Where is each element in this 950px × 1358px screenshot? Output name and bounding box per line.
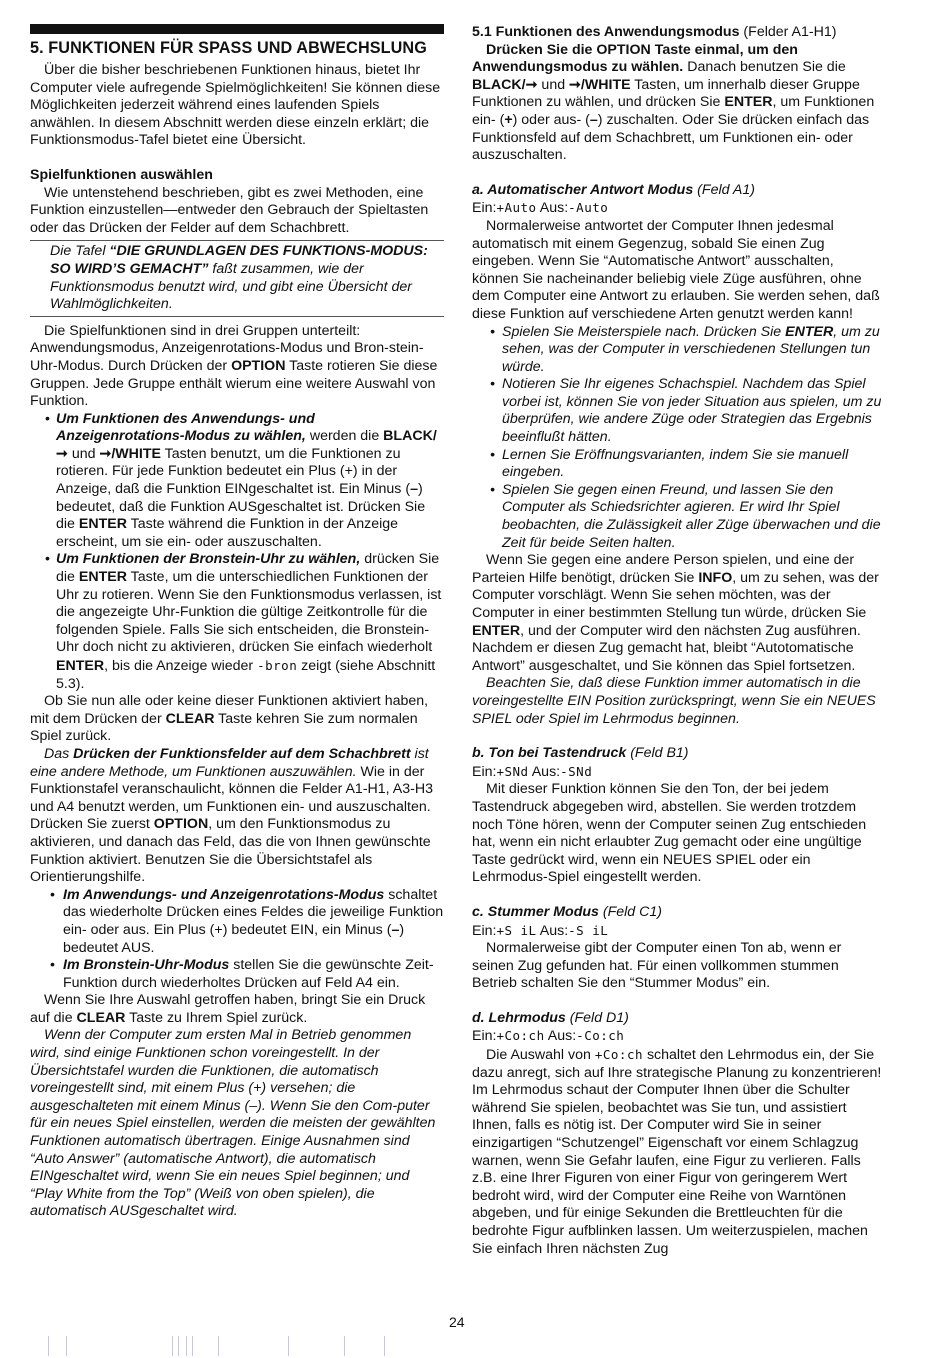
subsection-a-note: Beachten Sie, daß diese Funktion immer automatisch in die voreingestellte EIN Position zurückspringt, wenn Sie ein NEUES SPIEL oder Spiel im Lehrmodus beginnen. [472,675,876,727]
section-5-1-heading: 5.1 Funktionen des Anwendungsmodus (Felder A1-H1) [472,24,837,40]
groups-paragraph: Die Spielfunktionen sind in drei Gruppen unterteilt: Anwendungsmodus, Anzeigenrotations-Modus und Bron-stein-Uhr-Modus. Durch Drücken der OPTION Taste rotieren Sie diese Gruppen. Jede Gruppe enthält wierum eine weitere Auswahl von Funktion. [30,322,438,410]
subsection-c-heading: c. Stummer Modus (Feld C1) [472,903,662,920]
subsection-b-settings: Ein:+SNd Aus:-SNd [472,763,593,780]
clear-paragraph: Ob Sie nun alle oder keine dieser Funktionen aktiviert haben, mit dem Drücken der CLEAR Taste kehren Sie zum normalen Spiel zurück. [30,693,429,745]
lcd-display-text: -Auto [568,200,609,216]
list-item: • Um Funktionen des Anwendungs- und Anzeigenrotations-Modus zu wählen, werden die BLACK/➞ und ➞/WHITE Tasten benutzt, um die Funktionen zu rotieren. Für jede Funktion bedeutet ein Plus (+) in der Anzeige, daß die Funktion EINgeschaltet ist. Ein Minus (–) bedeutet, daß die Funktion AUSgeschaltet ist. Drücken Sie die ENTER Taste während die Funktion in der Anzeige erscheint, um sie ein- oder auszuschalten. [45,410,437,550]
subheading-select-functions: Spielfunktionen auswählen [30,166,213,183]
intro-paragraph: Über die bisher beschriebenen Funktionen hinaus, bietet Ihr Computer viele aufregende Spielmöglichkeiten! Sie können diese Möglichkeiten jederzeit während eines laufenden Spiels anwählen. In diesem Abschnitt werden diese einzeln erklärt; die Funktionsmodus-Tafel bietet eine Übersicht. [30,62,441,149]
key-black: BLACK/➞ [472,76,538,93]
subsection-a-paragraph: Normalerweise antwortet der Computer Ihnen jedesmal automatisch mit einem Gegenzug, sobald Sie einen Zug eingeben. Wenn Sie “Automatische Antwort” ausschalten, können Sie nacheinander beliebig viele Züge ausführen, ohne dem Computer eine Antwort zu erlauben. Sie werden sehen, daß diese Funktion auf verschiedene Arten genutzt werden kann! [472,217,880,322]
lcd-display-text: +Co:ch [594,1047,643,1063]
key-black: BLACK/➞ [56,428,437,462]
note-text: faßt zusammen, wie der Funktionsmodus benutzt wird, und gibt eine Übersicht der Wahlmöglichkeiten. [50,260,412,313]
list-item: • Lernen Sie Eröffnungsvarianten, indem Sie sie manuell eingeben. [490,446,849,481]
subsection-b-heading: b. Ton bei Tastendruck (Feld B1) [472,745,689,762]
list-item: • Im Bronstein-Uhr-Modus stellen Sie die gewünschte Zeit-Funktion durch wiederholtes Drücken auf Feld A4 ein. [50,957,434,991]
list-item: • Spielen Sie Meisterspiele nach. Drücken Sie ENTER, um zu sehen, was der Computer in verschiedenen Stellungen tun würde. [490,323,880,375]
note-table-title: “DIE GRUNDLAGEN DES FUNKTIONS-MODUS: SO WIRD’S GEMACHT” [50,243,428,277]
section-heading: 5. FUNKTIONEN FÜR SPASS UND ABWECHSLUNG [30,39,427,57]
key-enter: ENTER [472,622,521,639]
lcd-display-text: -Co:ch [576,1028,625,1044]
left-column [30,24,444,1221]
lcd-display-text: +Co:ch [496,1028,545,1044]
key-enter: ENTER [56,658,105,674]
subsection-d-heading: d. Lehrmodus (Feld D1) [472,1009,629,1026]
method-list-keys [30,411,444,694]
list-item: • Spielen Sie gegen einen Freund, und lassen Sie den Computer als Schiedsrichter agieren. Er wird Ihr Spiel beobachten, die Zulässigkeit aller Züge überwachen und die Zeit für beide Seiten halten. [490,481,881,551]
method-list-board [30,887,444,993]
subsection-c-paragraph: Normalerweise gibt der Computer einen Ton ab, wenn er seinen Zug gefunden hat. Für einen vollkommen stummen Betrieb schalten Sie den “Stummer Modus” ein. [472,940,842,992]
key-info: INFO [698,569,733,586]
subsection-c-settings: Ein:+S iL Aus:-S iL [472,922,609,939]
lcd-display-text: -S iL [568,922,609,938]
key-option: OPTION [153,816,209,833]
print-registration-marks [48,1336,428,1358]
key-white: ➞/WHITE [569,76,631,93]
key-option: OPTION [231,357,286,374]
return-paragraph: Wenn Sie Ihre Auswahl getroffen haben, bringt Sie ein Druck auf die CLEAR Taste zu Ihrem Spiel zurück. [30,992,426,1026]
subsection-a-paragraph-2: Wenn Sie gegen eine andere Person spielen, und eine der Parteien Hilfe benötigt, drücken Sie INFO, um zu sehen, was der Computer vorschlägt. Wenn Sie sehen möchten, was der Computer in einer bestimmten Stellung tun würde, drücken Sie ENTER, und der Computer wird den nächsten Zug ausführen. Nachdem er diesen Zug gemacht hat, bleibt “Autotomatische Antwort” ausgeschaltet, und Sie können das Spiel fortsetzen. [472,552,879,674]
lcd-display-text: +Auto [496,200,537,216]
right-column [472,24,882,1258]
key-enter: ENTER [78,569,127,586]
section-5-1-paragraph: Drücken Sie die OPTION Taste einmal, um den Anwendungsmodus zu wählen. Danach benutzen Sie die BLACK/➞ und ➞/WHITE Tasten, um innerhalb dieser Gruppe Funktionen zu wählen, und drücken Sie ENTER, um Funktionen ein- (+) oder aus- (–) zuschalten. Oder Sie drücken einfach das Funktionsfeld auf dem Schachbrett, um Funktionen ein- oder auszuschalten. [472,41,875,164]
auto-answer-uses-list [472,324,882,553]
reference-note-box [30,240,444,316]
subsection-b-paragraph: Mit dieser Funktion können Sie den Ton, der bei jedem Tastendruck abgegeben wird, abstellen. Sie werden trotzdem noch Töne hören, wenn der Computer seinen Zug entschieden hat, wenn ein nicht erlaubter Zug gemacht oder eine ungültige Taste gedrückt wird, wenn ein NEUES SPIEL oder ein Lehrmodus-Spiel eingestellt werden. [472,781,867,886]
page-number: 24 [449,1314,465,1330]
header-rule [30,24,444,34]
lcd-display-text: -bron [257,658,298,673]
board-method-paragraph: Das Drücken der Funktionsfelder auf dem Schachbrett ist eine andere Methode, um Funktionen auszuwählen. Wie in der Funktionstafel veranschaulicht, können die Felder A1-H1, A3-H3 und A4 benutzt werden, um Funktionen ein- und auszuschalten. Drücken Sie zuerst OPTION, um den Funktionsmodus zu aktivieren, und danach das Feld, das die von Ihnen gewünschte Funktion aktiviert. Benutzen Sie die Übersichtstafel als Orientierungshilfe. [30,745,433,886]
key-enter: ENTER [785,323,834,340]
subsection-d-paragraph: Die Auswahl von +Co:ch schaltet den Lehrmodus ein, der Sie dazu anregt, sich auf Ihre strategische Planung zu konzentrieren! Im Lehrmodus schaut der Computer Ihnen über die Schulter während Sie spielen, beobachtet was Sie tun, und assistiert Ihnen, falls es nötig ist. Der Computer wird Sie in seiner einzigartigen “Schutzengel” Eigenschaft vor einem Schlagzug warnen, wenn Sie Gefahr laufen, eine Figur zu verlieren. Falls z.B. eine Ihrer Figuren von einer Figur von geringerem Wert bedroht wird, wird der Computer eine Reihe von Warntönen abgeben, und für einige Sekunden die Brettleuchten für die bedrohte Figur aufblinken lassen. Um weiterzuspielen, machen Sie einfach Ihren nächsten Zug [472,1047,882,1257]
key-enter: ENTER [78,516,127,533]
methods-paragraph: Wie untenstehend beschrieben, gibt es zwei Methoden, eine Funktion einzustellen—entweder den Gebrauch der Spieltasten oder das Drücken der Felder auf dem Schachbrett. [30,184,429,236]
subsection-a-heading: a. Automatischer Antwort Modus (Feld A1) [472,181,755,198]
subsection-a-settings: Ein:+Auto Aus:-Auto [472,200,609,217]
key-white: ➞/WHITE [99,445,161,462]
lcd-display-text: -SNd [560,763,593,779]
key-clear: CLEAR [76,1009,126,1026]
lcd-display-text: +S iL [496,922,537,938]
lcd-display-text: +SNd [496,763,529,779]
list-item: • Notieren Sie Ihr eigenes Schachspiel. Nachdem das Spiel vorbei ist, können Sie von jeder Situation aus spielen, um zu überprüfen, wie andere Züge oder Strategien das Ergebnis beeinflußt hätten. [490,376,882,446]
subsection-d-settings: Ein:+Co:ch Aus:-Co:ch [472,1028,625,1045]
key-enter: ENTER [724,94,773,111]
list-item: • Im Anwendungs- und Anzeigenrotations-Modus schaltet das wiederholte Drücken eines Feldes die jeweilige Funktion ein- oder aus. Ein Plus (+) bedeutet EIN, ein Minus (–) bedeutet AUS. [50,886,444,956]
defaults-paragraph: Wenn der Computer zum ersten Mal in Betrieb genommen wird, sind einige Funktionen schon voreingestellt. In der Übersichtstafel wurden die Funktionen, die automatisch voreingestellt sind, mit einem Plus (+) versehen; die ausgeschalteten mit einem Minus (–). Wenn Sie den Com-puter für ein neues Spiel einstellen, werden die meisten der gewählten Funktionen automatisch übertragen. Einige Ausnahmen sind “Auto Answer” (automatische Antwort), die automatisch EINgeschaltet wird, wenn Sie ein neues Spiel beginnen; und “Play White from the Top” (Weiß von oben spielen), die automatisch AUSgeschaltet wird. [30,1027,436,1220]
note-text: Die Tafel [50,243,110,260]
key-clear: CLEAR [165,710,215,727]
list-item: • Um Funktionen der Bronstein-Uhr zu wählen, drücken Sie die ENTER Taste, um die unterschiedlichen Funktionen der Uhr zu rotieren. Wenn Sie den Funktionsmodus verlassen, ist die angezeigte Uhr-Funktion die gültige Zeitkontrolle für die folgenden Spiele. Falls Sie sich entscheiden, die Bronstein-Uhr doch nicht zu aktivieren, drücken Sie einfach wiederholt ENTER, bis die Anzeige wieder -bron zeigt (siehe Abschnitt 5.3). [45,551,442,692]
